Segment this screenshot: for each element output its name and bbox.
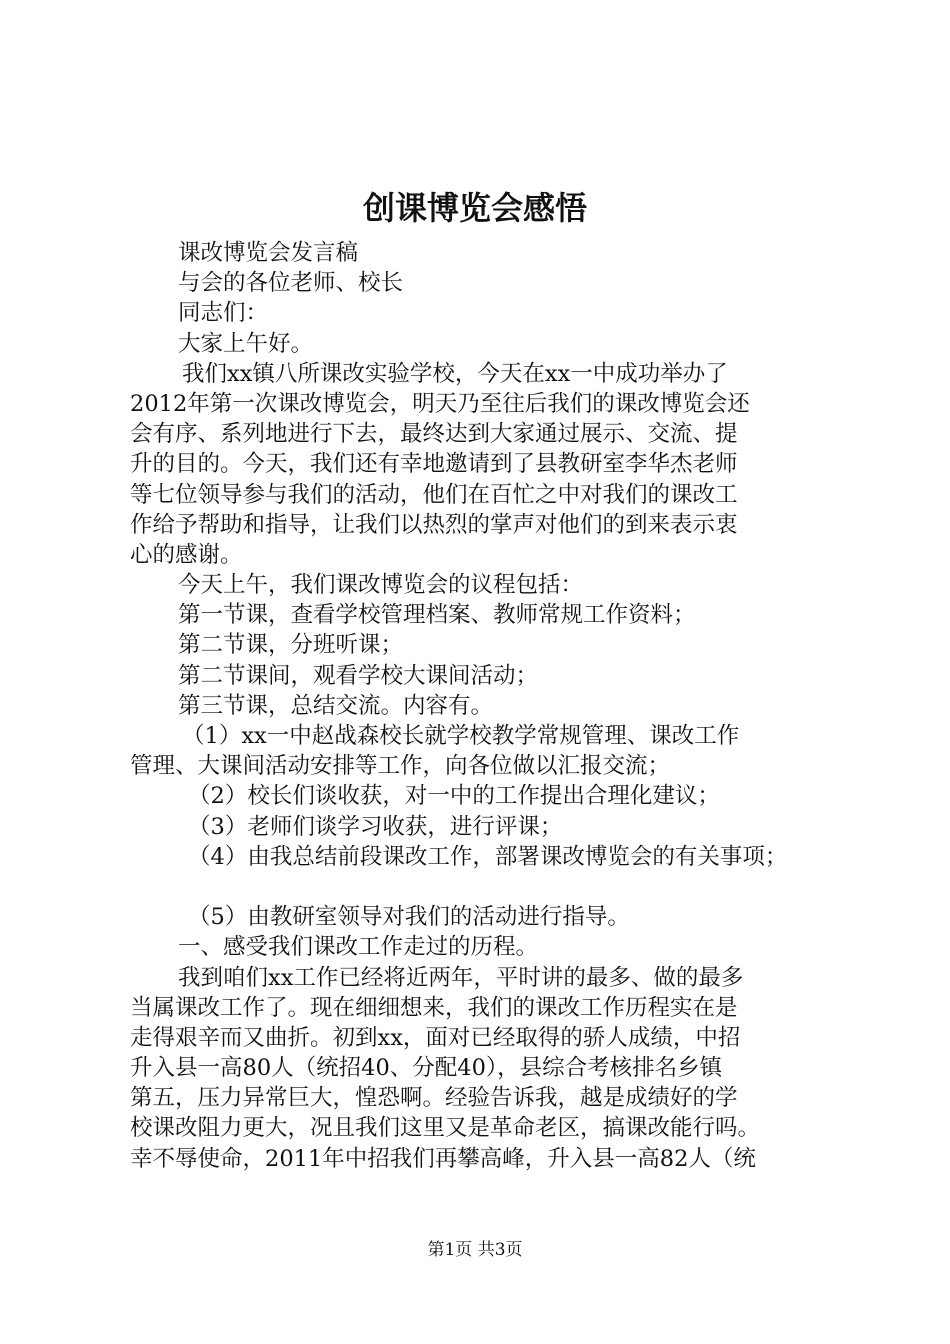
text-line: 第三节课，总结交流。内容有。 xyxy=(178,692,494,719)
text-line: 升入县一高80人（统招40、分配40），县综合考核排名乡镇 xyxy=(130,1055,723,1082)
text-line: 课改博览会发言稿 xyxy=(178,240,359,266)
text-line: （3）老师们谈学习收获，进行评课； xyxy=(188,813,563,840)
text-line: （4）由我总结前段课改工作，部署课改博览会的有关事项； xyxy=(188,843,788,870)
text-line: 同志们： xyxy=(178,300,269,327)
text-line: （2）校长们谈收获，对一中的工作提出合理化建议； xyxy=(188,783,720,810)
text-line: 第二节课间，观看学校大课间活动； xyxy=(178,662,539,689)
text-line: 第一节课，查看学校管理档案、教师常规工作资料； xyxy=(178,602,696,629)
blank-line xyxy=(130,872,830,902)
text-line: 第五，压力异常巨大，惶恐啊。经验告诉我，越是成绩好的学 xyxy=(130,1085,738,1112)
text-line: 走得艰辛而又曲折。初到xx，面对已经取得的骄人成绩，中招 xyxy=(130,1024,741,1051)
text-line: 作给予帮助和指导，让我们以热烈的掌声对他们的到来表示衷 xyxy=(130,511,738,538)
text-line: 大家上午好。 xyxy=(178,330,314,357)
text-line: 管理、大课间活动安排等工作，向各位做以汇报交流； xyxy=(130,753,671,780)
text-line: 升的目的。今天，我们还有幸地邀请到了县教研室李华杰老师 xyxy=(130,451,738,478)
text-line: 今天上午，我们课改博览会的议程包括： xyxy=(178,572,584,599)
text-line: 我到咱们xx工作已经将近两年，平时讲的最多、做的最多 xyxy=(178,964,744,991)
text-line: 一、感受我们课改工作走过的历程。 xyxy=(178,934,539,961)
text-line: 等七位领导参与我们的活动，他们在百忙之中对我们的课改工 xyxy=(130,481,738,508)
document-title: 创课博览会感悟 xyxy=(362,189,587,227)
text-line: （5）由教研室领导对我们的活动进行指导。 xyxy=(188,904,630,931)
text-line: （1）xx一中赵战森校长就学校教学常规管理、课改工作 xyxy=(182,723,740,749)
text-line: 幸不辱使命，2011年中招我们再攀高峰，升入县一高82人（统 xyxy=(130,1145,756,1172)
text-line: 当属课改工作了。现在细细想来，我们的课改工作历程实在是 xyxy=(130,994,738,1021)
text-line: 与会的各位老师、校长 xyxy=(178,270,404,297)
text-line: 会有序、系列地进行下去，最终达到大家通过展示、交流、提 xyxy=(130,421,738,448)
text-line: 2012年第一次课改博览会，明天乃至往后我们的课改博览会还 xyxy=(130,390,750,417)
page-footer: 第1页 共3页 xyxy=(427,1240,523,1260)
text-line: 我们xx镇八所课改实验学校，今天在xx一中成功举办了 xyxy=(182,360,728,387)
text-line: 第二节课，分班听课； xyxy=(178,632,404,659)
text-line: 校课改阻力更大，况且我们这里又是革命老区，搞课改能行吗。 xyxy=(130,1115,761,1142)
document-body xyxy=(130,238,830,1174)
text-line: 心的感谢。 xyxy=(130,541,243,568)
